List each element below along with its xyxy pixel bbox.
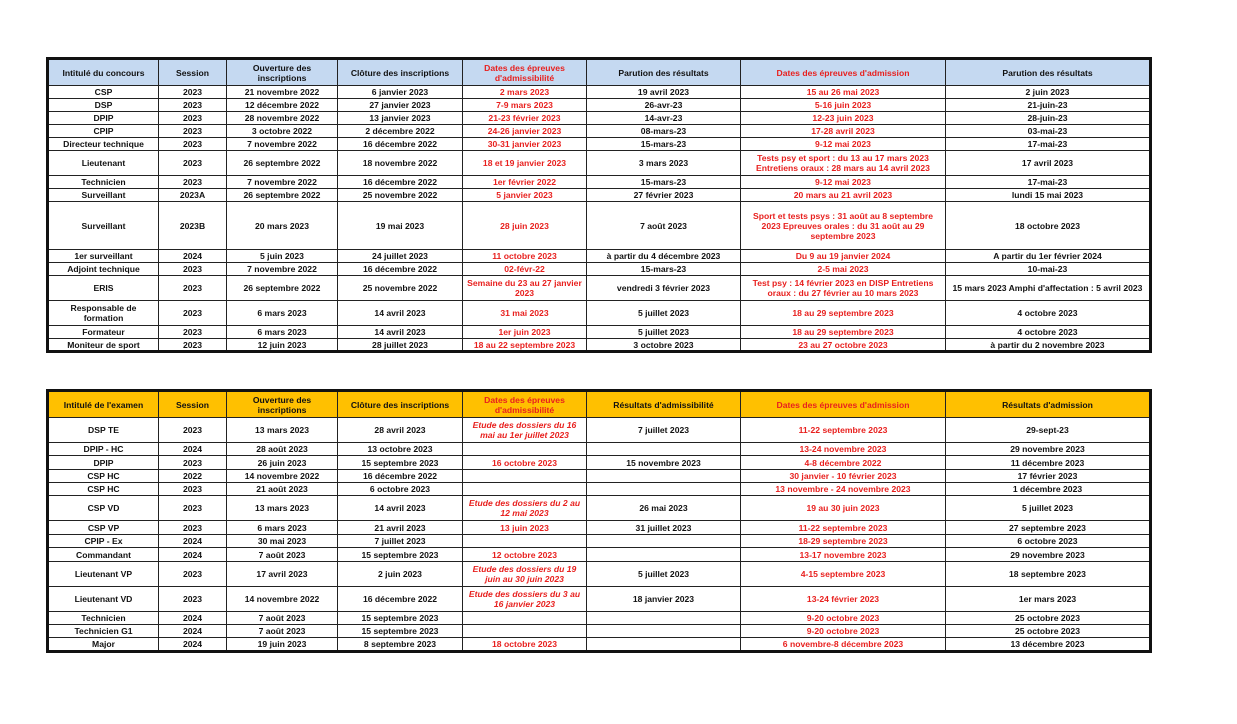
cell: [463, 483, 587, 496]
cell: 13 novembre - 24 novembre 2023: [741, 483, 946, 496]
cell: 2023: [159, 151, 227, 176]
cell: CPIP: [48, 125, 159, 138]
cell: [587, 483, 741, 496]
cell: Test psy : 14 février 2023 en DISP Entretiens oraux : du 27 février au 10 mars 2023: [741, 276, 946, 301]
cell: 7 juillet 2023: [587, 418, 741, 443]
cell: DPIP: [48, 112, 159, 125]
cell: [463, 443, 587, 456]
cell: 9-12 mai 2023: [741, 176, 946, 189]
header-session: Session: [159, 59, 227, 86]
cell: 2023: [159, 138, 227, 151]
header-resultats-admission: Résultats d'admission: [946, 391, 1151, 418]
cell: Technicien: [48, 176, 159, 189]
cell: 2023: [159, 483, 227, 496]
cell: 13-17 novembre 2023: [741, 548, 946, 562]
cell: 2023: [159, 326, 227, 339]
table-row: [48, 276, 1151, 301]
cell: Directeur technique: [48, 138, 159, 151]
cell: 25 novembre 2022: [338, 189, 463, 202]
cell: 26 juin 2023: [227, 456, 338, 470]
cell: 18 novembre 2022: [338, 151, 463, 176]
cell: Surveillant: [48, 189, 159, 202]
cell: 1er juin 2023: [463, 326, 587, 339]
cell: 10-mai-23: [946, 263, 1151, 276]
cell: 15-mars-23: [587, 263, 741, 276]
cell: 12 juin 2023: [227, 339, 338, 352]
cell: 2023: [159, 112, 227, 125]
cell: 6 mars 2023: [227, 326, 338, 339]
cell: 9-20 octobre 2023: [741, 625, 946, 638]
cell: Adjoint technique: [48, 263, 159, 276]
table-row: [48, 638, 1151, 652]
table-row: [48, 535, 1151, 548]
cell: 18 octobre 2023: [463, 638, 587, 652]
cell: CSP: [48, 86, 159, 99]
cell: A partir du 1er février 2024: [946, 250, 1151, 263]
cell: 2024: [159, 612, 227, 625]
cell: [587, 625, 741, 638]
table-row: [48, 562, 1151, 587]
cell: 28 juillet 2023: [338, 339, 463, 352]
cell: Du 9 au 19 janvier 2024: [741, 250, 946, 263]
cell: [463, 625, 587, 638]
table-row: [48, 125, 1151, 138]
cell: [587, 535, 741, 548]
cell: 18 au 29 septembre 2023: [741, 301, 946, 326]
cell: 7 novembre 2022: [227, 138, 338, 151]
cell: Etude des dossiers du 19 juin au 30 juin 2023: [463, 562, 587, 587]
cell: 4 octobre 2023: [946, 301, 1151, 326]
table-row: [48, 86, 1151, 99]
cell: 2023: [159, 176, 227, 189]
cell: 7 novembre 2022: [227, 263, 338, 276]
cell: DSP: [48, 99, 159, 112]
cell: 7 juillet 2023: [338, 535, 463, 548]
cell: 21 avril 2023: [338, 521, 463, 535]
cell: 26 septembre 2022: [227, 276, 338, 301]
cell: à partir du 2 novembre 2023: [946, 339, 1151, 352]
cell: 08-mars-23: [587, 125, 741, 138]
cell: 14-avr-23: [587, 112, 741, 125]
cell: 15 septembre 2023: [338, 456, 463, 470]
table-row: [48, 483, 1151, 496]
header-admission: Dates des épreuves d'admission: [741, 391, 946, 418]
cell: 5 juillet 2023: [587, 562, 741, 587]
cell: 16 décembre 2022: [338, 138, 463, 151]
cell: 7 août 2023: [587, 202, 741, 250]
cell: 21-juin-23: [946, 99, 1151, 112]
table-row: [48, 470, 1151, 483]
cell: 15 septembre 2023: [338, 612, 463, 625]
cell: 27 septembre 2023: [946, 521, 1151, 535]
cell: 6 novembre-8 décembre 2023: [741, 638, 946, 652]
cell: 29-sept-23: [946, 418, 1151, 443]
cell: 31 mai 2023: [463, 301, 587, 326]
cell: 26 septembre 2022: [227, 151, 338, 176]
cell: 6 mars 2023: [227, 301, 338, 326]
examens-table: [46, 389, 1152, 653]
cell: 18 septembre 2023: [946, 562, 1151, 587]
cell: 19 avril 2023: [587, 86, 741, 99]
cell: 29 novembre 2023: [946, 443, 1151, 456]
cell: 15 au 26 mai 2023: [741, 86, 946, 99]
cell: 11 décembre 2023: [946, 456, 1151, 470]
cell: Commandant: [48, 548, 159, 562]
cell: Formateur: [48, 326, 159, 339]
cell: CPIP - Ex: [48, 535, 159, 548]
cell: [587, 638, 741, 652]
header-parution: Parution des résultats: [587, 59, 741, 86]
cell: 24 juillet 2023: [338, 250, 463, 263]
cell: Lieutenant VD: [48, 587, 159, 612]
table-row: [48, 250, 1151, 263]
table-row: [48, 612, 1151, 625]
cell: 5-16 juin 2023: [741, 99, 946, 112]
cell: Responsable de formation: [48, 301, 159, 326]
table-row: [48, 326, 1151, 339]
cell: DPIP: [48, 456, 159, 470]
cell: 8 septembre 2023: [338, 638, 463, 652]
cell: 26 mai 2023: [587, 496, 741, 521]
cell: 1er février 2022: [463, 176, 587, 189]
cell: 2 mars 2023: [463, 86, 587, 99]
table-row: [48, 625, 1151, 638]
cell: 30 mai 2023: [227, 535, 338, 548]
cell: 18 et 19 janvier 2023: [463, 151, 587, 176]
cell: [587, 443, 741, 456]
cell: 16 octobre 2023: [463, 456, 587, 470]
cell: vendredi 3 février 2023: [587, 276, 741, 301]
cell: 30-31 janvier 2023: [463, 138, 587, 151]
cell: 18 octobre 2023: [946, 202, 1151, 250]
cell: 17-28 avril 2023: [741, 125, 946, 138]
cell: 18 au 29 septembre 2023: [741, 326, 946, 339]
cell: 15 novembre 2023: [587, 456, 741, 470]
cell: 7 août 2023: [227, 548, 338, 562]
cell: 14 avril 2023: [338, 326, 463, 339]
cell: 11 octobre 2023: [463, 250, 587, 263]
cell: 2023: [159, 99, 227, 112]
cell: 2023: [159, 339, 227, 352]
cell: 2023: [159, 125, 227, 138]
cell: 28 novembre 2022: [227, 112, 338, 125]
table-row: [48, 587, 1151, 612]
table-header-row: [48, 59, 1151, 86]
cell: 2024: [159, 250, 227, 263]
cell: [587, 548, 741, 562]
cell: 18-29 septembre 2023: [741, 535, 946, 548]
table-row: [48, 418, 1151, 443]
table-row: [48, 176, 1151, 189]
cell: Lieutenant VP: [48, 562, 159, 587]
cell: 30 janvier - 10 février 2023: [741, 470, 946, 483]
cell: CSP HC: [48, 483, 159, 496]
cell: 13 décembre 2023: [946, 638, 1151, 652]
cell: 16 décembre 2022: [338, 176, 463, 189]
header-parution-final: Parution des résultats: [946, 59, 1151, 86]
cell: Technicien: [48, 612, 159, 625]
cell: 1er mars 2023: [946, 587, 1151, 612]
cell: 14 avril 2023: [338, 301, 463, 326]
cell: [587, 612, 741, 625]
cell: DPIP - HC: [48, 443, 159, 456]
cell: 16 décembre 2022: [338, 470, 463, 483]
cell: 5 juin 2023: [227, 250, 338, 263]
cell: 17-mai-23: [946, 138, 1151, 151]
cell: [463, 470, 587, 483]
cell: Semaine du 23 au 27 janvier 2023: [463, 276, 587, 301]
cell: 2024: [159, 625, 227, 638]
cell: 17 avril 2023: [946, 151, 1151, 176]
table-row: [48, 151, 1151, 176]
header-admissibilite: Dates des épreuves d'admissibilité: [463, 391, 587, 418]
cell: 13 mars 2023: [227, 496, 338, 521]
cell: [587, 470, 741, 483]
cell: 12 octobre 2023: [463, 548, 587, 562]
cell: 5 juillet 2023: [587, 326, 741, 339]
cell: 5 juillet 2023: [587, 301, 741, 326]
cell: 19 mai 2023: [338, 202, 463, 250]
cell: 13 juin 2023: [463, 521, 587, 535]
cell: 14 novembre 2022: [227, 470, 338, 483]
cell: 2024: [159, 535, 227, 548]
cell: 6 mars 2023: [227, 521, 338, 535]
cell: CSP HC: [48, 470, 159, 483]
cell: 2023: [159, 418, 227, 443]
cell: 12 décembre 2022: [227, 99, 338, 112]
cell: 25 octobre 2023: [946, 625, 1151, 638]
cell: 20 mars au 21 avril 2023: [741, 189, 946, 202]
header-intitule: Intitulé de l'examen: [48, 391, 159, 418]
cell: 21 août 2023: [227, 483, 338, 496]
cell: 7 août 2023: [227, 612, 338, 625]
cell: 2023A: [159, 189, 227, 202]
table-row: [48, 443, 1151, 456]
table-row: [48, 301, 1151, 326]
cell: 2023B: [159, 202, 227, 250]
cell: 28 août 2023: [227, 443, 338, 456]
cell: 2023: [159, 587, 227, 612]
cell: 6 octobre 2023: [338, 483, 463, 496]
table-header-row: [48, 391, 1151, 418]
cell: 14 avril 2023: [338, 496, 463, 521]
cell: DSP TE: [48, 418, 159, 443]
cell: 1 décembre 2023: [946, 483, 1151, 496]
cell: lundi 15 mai 2023: [946, 189, 1151, 202]
cell: Moniteur de sport: [48, 339, 159, 352]
cell: 13 octobre 2023: [338, 443, 463, 456]
cell: 28 juin 2023: [463, 202, 587, 250]
cell: 29 novembre 2023: [946, 548, 1151, 562]
cell: 02-févr-22: [463, 263, 587, 276]
cell: 2 juin 2023: [946, 86, 1151, 99]
cell: 28 avril 2023: [338, 418, 463, 443]
cell: 15-mars-23: [587, 176, 741, 189]
cell: 15 septembre 2023: [338, 625, 463, 638]
header-ouverture: Ouverture des inscriptions: [227, 391, 338, 418]
cell: Surveillant: [48, 202, 159, 250]
cell: 13 janvier 2023: [338, 112, 463, 125]
header-session: Session: [159, 391, 227, 418]
cell: 2023: [159, 456, 227, 470]
cell: 2023: [159, 521, 227, 535]
cell: Etude des dossiers du 16 mai au 1er juillet 2023: [463, 418, 587, 443]
table-row: [48, 339, 1151, 352]
cell: 2024: [159, 638, 227, 652]
cell: à partir du 4 décembre 2023: [587, 250, 741, 263]
cell: 11-22 septembre 2023: [741, 521, 946, 535]
cell: 16 décembre 2022: [338, 587, 463, 612]
cell: 1er surveillant: [48, 250, 159, 263]
table-row: [48, 189, 1151, 202]
cell: 21 novembre 2022: [227, 86, 338, 99]
cell: 3 octobre 2023: [587, 339, 741, 352]
cell: 25 octobre 2023: [946, 612, 1151, 625]
cell: 3 octobre 2022: [227, 125, 338, 138]
cell: [463, 612, 587, 625]
cell: Major: [48, 638, 159, 652]
concours-table: [46, 57, 1152, 353]
cell: 5 janvier 2023: [463, 189, 587, 202]
cell: 19 au 30 juin 2023: [741, 496, 946, 521]
cell: 7 août 2023: [227, 625, 338, 638]
cell: 6 janvier 2023: [338, 86, 463, 99]
table-row: [48, 112, 1151, 125]
cell: 17 février 2023: [946, 470, 1151, 483]
cell: 7 novembre 2022: [227, 176, 338, 189]
cell: 2023: [159, 496, 227, 521]
header-intitule: Intitulé du concours: [48, 59, 159, 86]
header-admission: Dates des épreuves d'admission: [741, 59, 946, 86]
cell: 31 juillet 2023: [587, 521, 741, 535]
cell: 2 décembre 2022: [338, 125, 463, 138]
cell: 2024: [159, 443, 227, 456]
cell: 23 au 27 octobre 2023: [741, 339, 946, 352]
cell: ERIS: [48, 276, 159, 301]
cell: 24-26 janvier 2023: [463, 125, 587, 138]
cell: 5 juillet 2023: [946, 496, 1151, 521]
cell: 13 mars 2023: [227, 418, 338, 443]
cell: 17-mai-23: [946, 176, 1151, 189]
cell: 15-mars-23: [587, 138, 741, 151]
header-resultats-admissibilite: Résultats d'admissibilité: [587, 391, 741, 418]
cell: 28-juin-23: [946, 112, 1151, 125]
cell: 2022: [159, 470, 227, 483]
cell: 2023: [159, 86, 227, 99]
cell: 2023: [159, 276, 227, 301]
cell: 20 mars 2023: [227, 202, 338, 250]
cell: 11-22 septembre 2023: [741, 418, 946, 443]
cell: CSP VD: [48, 496, 159, 521]
header-ouverture: Ouverture des inscriptions: [227, 59, 338, 86]
cell: 2-5 mai 2023: [741, 263, 946, 276]
table-row: [48, 548, 1151, 562]
cell: CSP VP: [48, 521, 159, 535]
cell: 2023: [159, 562, 227, 587]
cell: 15 mars 2023 Amphi d'affectation : 5 avril 2023: [946, 276, 1151, 301]
cell: 3 mars 2023: [587, 151, 741, 176]
cell: 2023: [159, 263, 227, 276]
cell: 13-24 février 2023: [741, 587, 946, 612]
cell: 12-23 juin 2023: [741, 112, 946, 125]
cell: Tests psy et sport : du 13 au 17 mars 2023 Entretiens oraux : 28 mars au 14 avril 2023: [741, 151, 946, 176]
cell: [463, 535, 587, 548]
cell: 15 septembre 2023: [338, 548, 463, 562]
table-row: [48, 99, 1151, 112]
table-row: [48, 202, 1151, 250]
cell: Technicien G1: [48, 625, 159, 638]
cell: 13-24 novembre 2023: [741, 443, 946, 456]
cell: 9-12 mai 2023: [741, 138, 946, 151]
cell: 7-9 mars 2023: [463, 99, 587, 112]
cell: Etude des dossiers du 2 au 12 mai 2023: [463, 496, 587, 521]
cell: 9-20 octobre 2023: [741, 612, 946, 625]
cell: 27 février 2023: [587, 189, 741, 202]
cell: 25 novembre 2022: [338, 276, 463, 301]
header-cloture: Clôture des inscriptions: [338, 59, 463, 86]
table-row: [48, 263, 1151, 276]
cell: 26-avr-23: [587, 99, 741, 112]
cell: Etude des dossiers du 3 au 16 janvier 2023: [463, 587, 587, 612]
cell: 4-15 septembre 2023: [741, 562, 946, 587]
cell: Sport et tests psys : 31 août au 8 septembre 2023 Epreuves orales : du 31 août au 29 septembre 2023: [741, 202, 946, 250]
cell: 27 janvier 2023: [338, 99, 463, 112]
cell: 18 au 22 septembre 2023: [463, 339, 587, 352]
cell: Lieutenant: [48, 151, 159, 176]
table-row: [48, 456, 1151, 470]
table-row: [48, 521, 1151, 535]
cell: 18 janvier 2023: [587, 587, 741, 612]
header-admissibilite: Dates des épreuves d'admissibilité: [463, 59, 587, 86]
cell: 6 octobre 2023: [946, 535, 1151, 548]
cell: 14 novembre 2022: [227, 587, 338, 612]
cell: 17 avril 2023: [227, 562, 338, 587]
cell: 4-8 décembre 2022: [741, 456, 946, 470]
cell: 16 décembre 2022: [338, 263, 463, 276]
cell: 2 juin 2023: [338, 562, 463, 587]
cell: 2023: [159, 301, 227, 326]
cell: 21-23 février 2023: [463, 112, 587, 125]
cell: 03-mai-23: [946, 125, 1151, 138]
table-row: [48, 138, 1151, 151]
cell: 26 septembre 2022: [227, 189, 338, 202]
table-row: [48, 496, 1151, 521]
cell: 2024: [159, 548, 227, 562]
header-cloture: Clôture des inscriptions: [338, 391, 463, 418]
cell: 4 octobre 2023: [946, 326, 1151, 339]
cell: 19 juin 2023: [227, 638, 338, 652]
